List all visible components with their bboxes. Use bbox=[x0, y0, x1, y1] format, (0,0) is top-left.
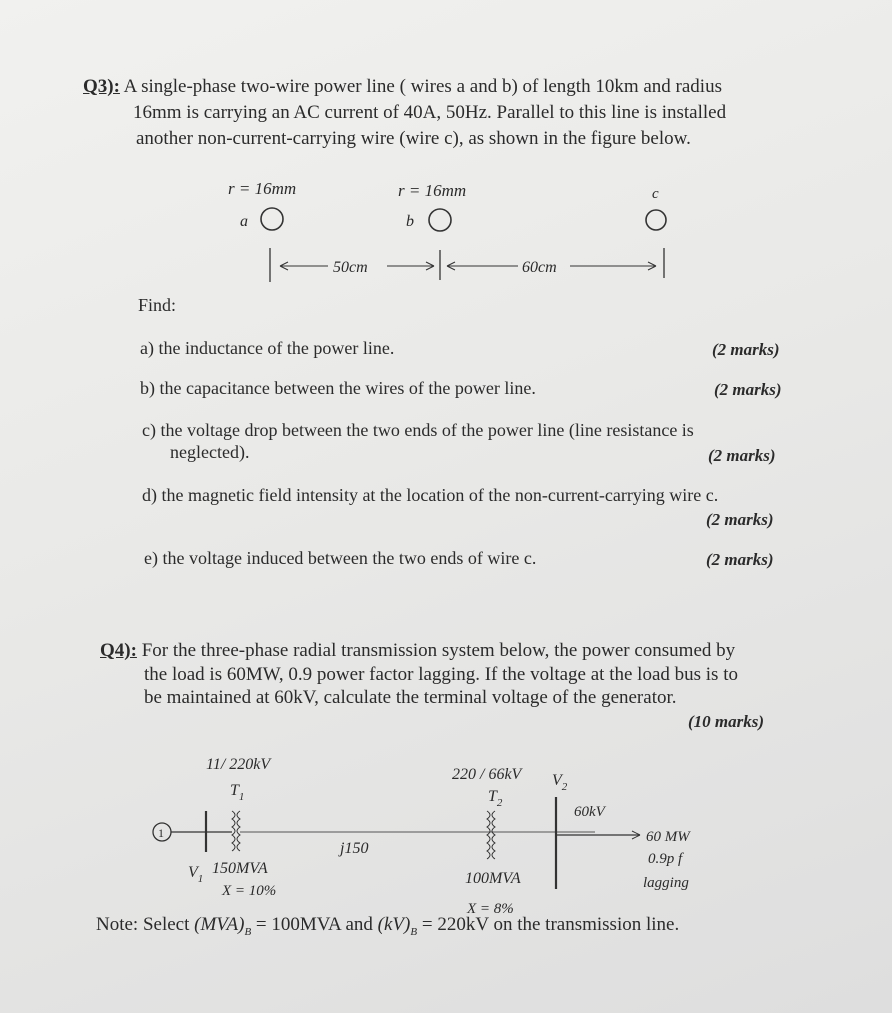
q3-line1 bbox=[83, 75, 722, 99]
q3-item-a-marks: (2 marks) bbox=[712, 340, 780, 359]
note-kv: (kV) bbox=[377, 914, 411, 935]
wire-a-label: a bbox=[240, 213, 248, 230]
q4-line3: be maintained at 60kV, calculate the terminal voltage of the generator. bbox=[144, 687, 677, 708]
q3-item-c: c) the voltage drop between the two ends of the power line (line resistance is bbox=[142, 420, 694, 440]
load-type: lagging bbox=[643, 875, 689, 891]
line-impedance: j150 bbox=[340, 840, 369, 857]
transformer-t1-symbol bbox=[232, 811, 240, 851]
q3-item-d: d) the magnetic field intensity at the location of the non-current-carrying wire c. bbox=[142, 485, 719, 505]
generator-label: 1 bbox=[158, 826, 164, 840]
t1-ratio: 11/ 220kV bbox=[206, 756, 271, 773]
q4-single-line-diagram bbox=[140, 745, 740, 915]
q4-label: Q4): bbox=[100, 640, 137, 661]
q4-line2: the load is 60MW, 0.9 power factor lagging. If the voltage at the load bus is to bbox=[144, 664, 738, 685]
q3-line3: another non-current-carrying wire (wire c), as shown in the figure below. bbox=[136, 128, 691, 149]
q4-text-line1: For the three-phase radial transmission system below, the power consumed by bbox=[141, 640, 736, 661]
q3-item-a: a) the inductance of the power line. bbox=[140, 338, 395, 358]
q3-text-line1: A single-phase two-wire power line ( wires a and b) of length 10km and radius bbox=[123, 76, 722, 97]
q4-marks: (10 marks) bbox=[688, 712, 765, 731]
t1-name: $T_1$ bbox=[230, 782, 245, 803]
q4-line1 bbox=[100, 639, 735, 663]
radius-b-label: r = 16mm bbox=[398, 181, 467, 200]
v1-label: $V_1$ bbox=[188, 864, 204, 885]
q3-item-e-marks: (2 marks) bbox=[706, 550, 774, 569]
load-bus-voltage: 60kV bbox=[574, 804, 605, 820]
distance-ab-label: 50cm bbox=[333, 259, 368, 276]
wire-b-circle bbox=[429, 209, 451, 231]
t1-rating: 150MVA bbox=[212, 860, 268, 877]
load-power-factor: 0.9p f bbox=[648, 851, 683, 867]
t2-rating: 100MVA bbox=[465, 870, 521, 887]
t2-reactance: X = 8% bbox=[467, 901, 514, 915]
q3-item-b-marks: (2 marks) bbox=[714, 380, 782, 399]
q3-item-c-cont: neglected). bbox=[170, 442, 250, 462]
t1-reactance: X = 10% bbox=[222, 883, 277, 899]
transformer-t2-symbol bbox=[487, 811, 495, 859]
wire-c-label: c bbox=[652, 186, 659, 202]
note-mva-sub: B bbox=[244, 925, 252, 938]
q3-item-e: e) the voltage induced between the two ends of wire c. bbox=[144, 548, 537, 568]
wire-a-circle bbox=[261, 208, 283, 230]
note-mva: (MVA) bbox=[194, 914, 245, 935]
wire-b-label: b bbox=[406, 213, 414, 230]
note-mid: = 100MVA and bbox=[251, 914, 378, 935]
note-suffix: = 220kV on the transmission line. bbox=[417, 914, 680, 935]
v2-label: $V_2$ bbox=[552, 772, 568, 793]
q3-item-c-marks: (2 marks) bbox=[708, 446, 776, 465]
radius-a-label: r = 16mm bbox=[228, 179, 297, 198]
q3-item-d-marks: (2 marks) bbox=[706, 510, 774, 529]
distance-bc-label: 60cm bbox=[522, 259, 557, 276]
t2-ratio: 220 / 66kV bbox=[452, 766, 522, 783]
find-heading: Find: bbox=[138, 295, 177, 315]
load-power: 60 MW bbox=[646, 829, 690, 845]
q3-label: Q3): bbox=[83, 76, 120, 97]
note-prefix: Note: Select bbox=[96, 914, 195, 935]
q4-note bbox=[96, 913, 679, 944]
note-kv-sub: B bbox=[410, 925, 418, 938]
q3-item-b: b) the capacitance between the wires of the power line. bbox=[140, 378, 536, 398]
q3-wire-figure bbox=[200, 170, 700, 295]
q3-line2: 16mm is carrying an AC current of 40A, 50Hz. Parallel to this line is installed bbox=[133, 102, 727, 123]
wire-c-circle bbox=[646, 210, 666, 230]
t2-name: $T_2$ bbox=[488, 788, 503, 809]
